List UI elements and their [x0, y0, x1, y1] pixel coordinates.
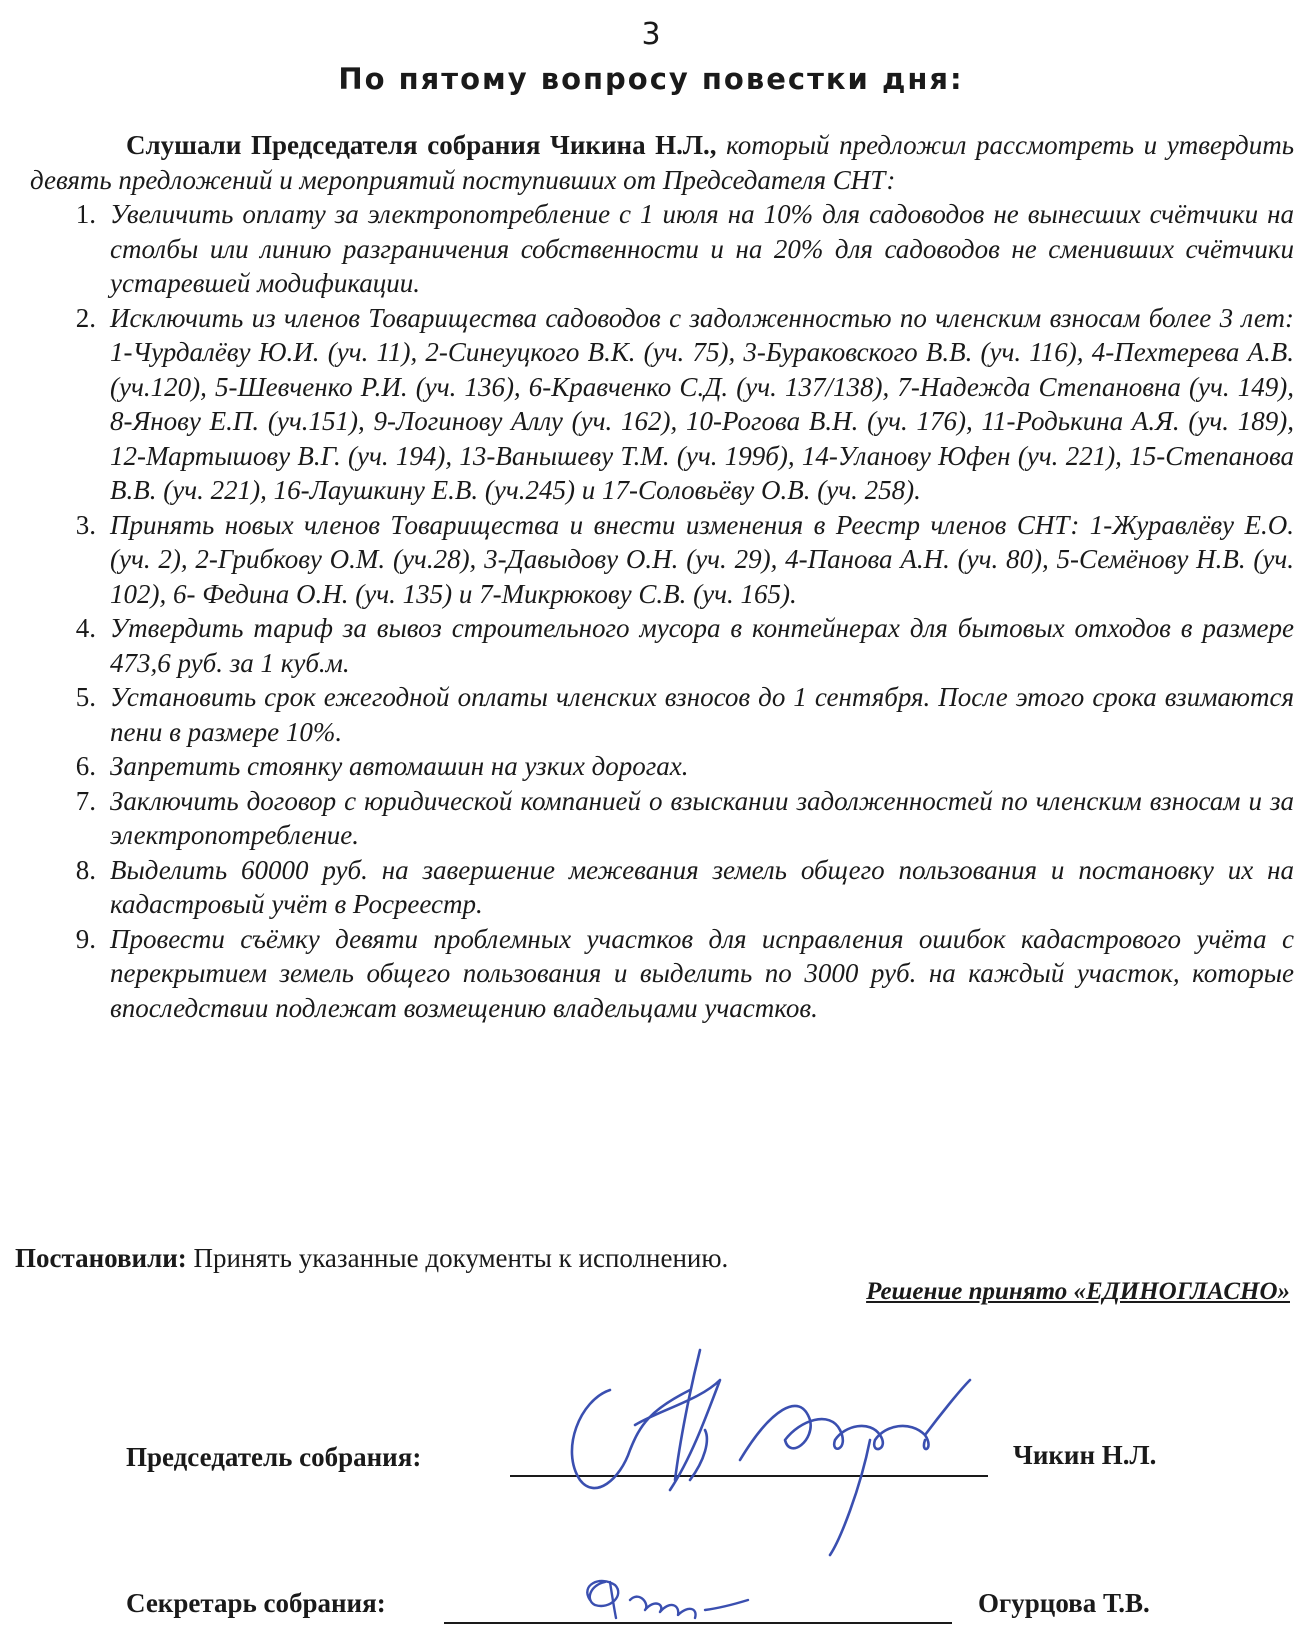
- item-number: 4.: [75, 613, 96, 643]
- chair-signature: [540, 1330, 1020, 1560]
- resolution-text: Принять указанные документы к исполнению.: [186, 1243, 729, 1273]
- document-body: [30, 128, 1294, 1025]
- list-item: [30, 853, 1294, 922]
- item-number: 9.: [75, 923, 96, 954]
- item-text: Принять новых членов Товарищества и внести изменения в Реестр членов СНТ: 1-Журавлёву Е.О. (уч. 2), 2-Грибкову О.М. (уч.28), 3-Давыдову О.Н. (уч. 29), 4-Панова А.Н. (уч. 80), 5-Семёнову Н.В. (уч. 102), 6- Федина О.Н. (уч. 135) и 7-Микрюкову С.В. (уч. 165).: [110, 509, 1294, 609]
- chair-label: Председатель собрания:: [126, 1442, 422, 1472]
- list-item: [30, 508, 1294, 612]
- list-item: [30, 301, 1294, 508]
- item-number: 2.: [75, 302, 96, 333]
- item-text: Установить срок ежегодной оплаты членских взносов до 1 сентября. После этого срока взимаются пени в размере 10%.: [110, 682, 1294, 747]
- secretary-signature: [570, 1570, 770, 1630]
- item-number: 6.: [75, 751, 96, 781]
- intro-paragraph: [30, 128, 1294, 197]
- item-number: 7.: [75, 785, 96, 816]
- item-text: Провести съёмку девяти проблемных участков для исправления ошибок кадастрового учёта с перекрытием земель общего пользования и выделить по 3000 руб. на каждый участок, которые впоследствии подлежат возмещению владельцами участков.: [110, 923, 1294, 1023]
- item-text: Утвердить тариф за вывоз строительного мусора в контейнерах для бытовых отходов в размере 473,6 руб. за 1 куб.м.: [110, 613, 1294, 678]
- list-item: [30, 749, 1294, 784]
- section-heading: По пятому вопросу повестки дня:: [338, 62, 964, 96]
- chair-name: Чикин Н.Л.: [1013, 1440, 1157, 1470]
- item-text: Выделить 60000 руб. на завершение межевания земель общего пользования и постановку их на кадастровый учёт в Росреестр.: [110, 854, 1294, 919]
- resolution-label: Постановили:: [15, 1243, 187, 1273]
- list-item: [30, 784, 1294, 853]
- item-text: Исключить из членов Товарищества садоводов с задолженностью по членским взносам более 3 лет: 1-Чурдалёву Ю.И. (уч. 11), 2-Синеуцкого В.К. (уч. 75), 3-Бураковского В.В. (уч. 116), 4-Пехтерева А.В. (уч.120), 5-Шевченко Р.И. (уч. 136), 6-Кравченко С.Д. (уч. 137/138), 7-Надежда Степановна (уч. 149), 8-Янову Е.П. (уч.151), 9-Логинову Аллу (уч. 162), 10-Рогова В.Н. (уч. 176), 11-Родькина А.Я. (уч. 189), 12-Мартышову В.Г. (уч. 194), 13-Ванышеву Т.М. (уч. 199б), 14-Уланову Юфен (уч. 221), 15-Степанова В.В. (уч. 221), 16-Лаушкину Е.В. (уч.245) и 17-Соловьёву О.В. (уч. 258).: [110, 302, 1294, 505]
- list-item: [30, 680, 1294, 749]
- item-number: 5.: [75, 682, 96, 712]
- list-item: [30, 611, 1294, 680]
- list-item: [30, 922, 1294, 1026]
- page-number: 3: [641, 17, 661, 52]
- item-number: 3.: [75, 509, 96, 540]
- item-number: 8.: [75, 854, 96, 885]
- secretary-label: Секретарь собрания:: [126, 1588, 386, 1618]
- intro-rest: который предложил рассмотреть и утвердить девять предложений и мероприятий поступивших от Председателя СНТ:: [30, 130, 1294, 195]
- item-text: Заключить договор с юридической компанией о взыскании задолженностей по членским взносам и за электропотребление.: [110, 785, 1294, 850]
- intro-lead: Слушали Председателя собрания Чикина Н.Л.,: [126, 130, 717, 160]
- item-number: 1.: [75, 199, 96, 229]
- proposal-list: [30, 197, 1294, 1025]
- decision-note: Решение принято «ЕДИНОГЛАСНО»: [866, 1278, 1290, 1305]
- item-text: Запретить стоянку автомашин на узких дорогах.: [110, 751, 689, 781]
- list-item: [30, 197, 1294, 301]
- secretary-name: Огурцова Т.В.: [978, 1588, 1150, 1618]
- resolution-line: [15, 1241, 1285, 1275]
- item-text: Увеличить оплату за электропотребление с 1 июля на 10% для садоводов не вынесших счётчики на столбы или линию разграничения собственности и на 20% для садоводов не сменивших счётчики устаревшей модификации.: [110, 199, 1294, 298]
